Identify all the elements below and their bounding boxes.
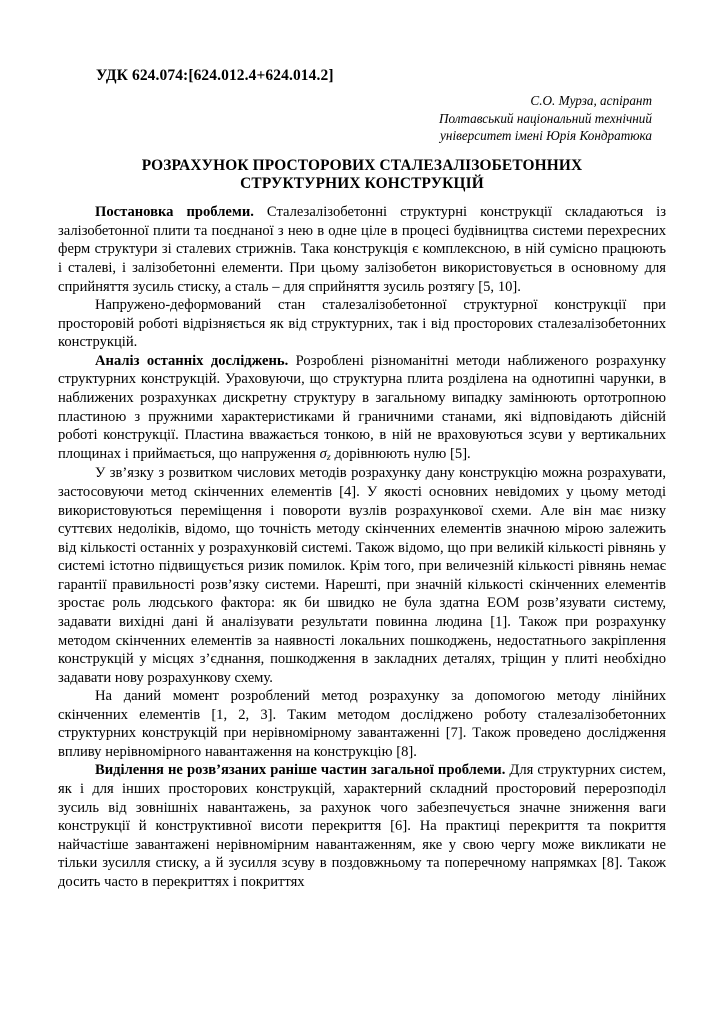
article-body [58, 203, 666, 891]
affiliation-line-1: Полтавський національний технічний [438, 110, 652, 126]
text-analysis-part-1: Розроблені різноманітні методи наближеного розрахунку структурних конструкцій. Ураховуючи, що структурна плита розділена на однотипні чарунки, в наближених розрахунках дискретну структуру в загальному випадку замінюють ортотропною пластиною з пружними характеристиками й граничними станами, які відповідають дійсній роботі конструкції. Пластина вважається тонкою, в ній не враховуються зсуви у вертикальних площинах і приймається, що напруження [58, 352, 666, 462]
paragraph-analysis [58, 352, 666, 465]
paragraph-stress-state [58, 296, 666, 352]
heading-unsolved-parts: Виділення не розв’язаних раніше частин загальної проблеми. [95, 762, 506, 779]
paragraph-unsolved-parts [58, 761, 666, 891]
text-analysis-part-2: дорівнюють нулю [5]. [330, 445, 471, 462]
page-title-line-1: РОЗРАХУНОК ПРОСТОРОВИХ СТАЛЕЗАЛІЗОБЕТОННИХ [141, 157, 583, 175]
heading-problem-statement: Постановка проблеми. [95, 204, 254, 221]
text-unsolved-parts: Для структурних систем, як і для інших просторових конструкцій, характерний складний просторовий перерозподіл зусиль від зовнішніх навантажень, за рахунок чого забезпечується значне зниження ваги конструкції й конструктивної висоти перекриття [6]. На практиці перекриття та покриття найчастіше завантажені нерівномірним навантаженням, яке у свою чергу може викликати не тільки зусилля стиску, а й зусилля зсуву в поздовжньому та поперечному напрямках [8]. Також досить часто в перекриттях і покриттях [58, 762, 666, 890]
text-finite-element-method: У зв’язку з розвитком числових методів розрахунку дану конструкцію можна розрахувати, застосовуючи метод скінченних елементів [4]. У якості основних невідомих у цьому методі використовуються переміщення і повороти вузлів розрахункової схеми. Але він має низку суттєвих недоліків, відомо, що точність методу скінченних елементів значною мірою залежить від кількості останніх у розрахунковій системі. Також відомо, що при великій кількості рівнянь у системі істотно підвищується ризик помилок. Крім того, при величезній кількості рівнянь немає гарантії правильності розв’язку системи. Нарешті, при значній кількості скінченних елементів зростає роль людського фактора: як би швидко не була здатна ЕОМ розв’язувати систему, задавати вихідні дані й аналізувати результати повинна людина [1]. Також при розрахунку методом скінченних елементів за наявності локальних пошкоджень, недостатнього закріплення конструкцій у місцях з’єднання, пошкодження в закладних деталях, тріщин у плиті необхідно задавати нову розрахункову схему. [58, 465, 666, 686]
paragraph-problem-statement [58, 203, 666, 296]
author-affiliation-block [58, 92, 666, 145]
author-name: С.О. Мурза, аспірант [530, 93, 652, 109]
text-stress-state: Напружено-деформований стан сталезалізобетонної структурної конструкції при просторовій роботі відрізняється як від структурних, так і від просторових сталезалізобетонних конструкцій. [58, 297, 666, 351]
paragraph-finite-element-method [58, 464, 666, 687]
paragraph-linear-finite-elements [58, 687, 666, 761]
udk-code: УДК 624.074:[624.012.4+624.014.2] [96, 67, 334, 84]
text-problem-statement: Сталезалізобетонні структурні конструкції складаються із залізобетонної плити та поєднаної з нею в одне ціле в процесі будівництва системи перехресних ферм структури зі сталевих стрижнів. Така конструкція є комплексною, в ній сумісно працюють і сталеві, і залізобетонні елементи. При цьому залізобетон використовується в основному для сприйняття зусиль стиску, а сталь – для сприйняття зусиль розтягу [5, 10]. [58, 204, 666, 295]
page-title-line-2: СТРУКТУРНИХ КОНСТРУКЦІЙ [240, 175, 484, 193]
text-linear-finite-elements: На даний момент розроблений метод розрахунку за допомогою методу лінійних скінченних елементів [1, 2, 3]. Таким методом досліджено роботу сталезалізобетонних структурних конструкцій при нерівномірному завантаженні [7]. Також проведено дослідження впливу нерівномірного навантаження на конструкцію [8]. [58, 688, 666, 760]
page-title [58, 157, 666, 193]
sigma-subscript-z: z [326, 451, 331, 463]
heading-analysis: Аналіз останніх досліджень. [95, 352, 289, 369]
sigma-symbol: σ [319, 445, 327, 462]
affiliation-line-2: університет імені Юрія Кондратюка [440, 128, 652, 144]
